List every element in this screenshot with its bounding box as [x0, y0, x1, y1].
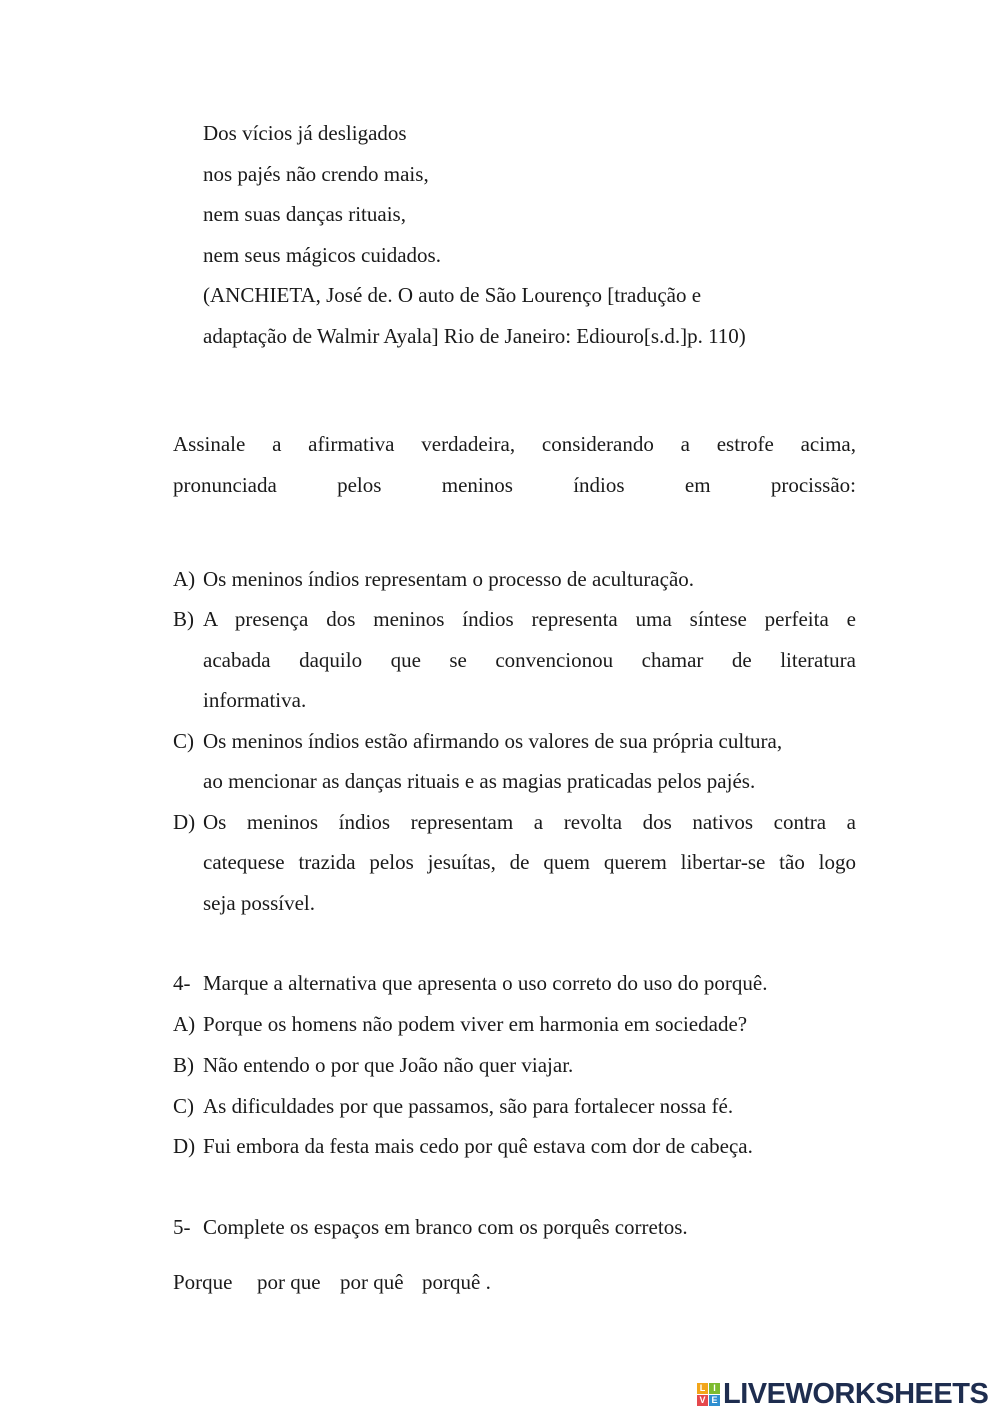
option-label: B)	[173, 607, 194, 631]
option-label: C)	[173, 729, 194, 753]
question4-number: 4-	[173, 971, 191, 995]
poem-line: nem suas danças rituais,	[203, 202, 406, 226]
word-bank-item: por que	[257, 1270, 321, 1294]
option-text: As dificuldades por que passamos, são para fortalecer nossa fé.	[203, 1094, 734, 1118]
option-text: informativa.	[203, 688, 307, 712]
poem-line: nos pajés não crendo mais,	[203, 162, 429, 186]
option-label: A)	[173, 567, 196, 591]
liveworksheets-logo	[697, 1377, 988, 1411]
option-text: Fui embora da festa mais cedo por quê estava com dor de cabeça.	[203, 1134, 753, 1158]
option-text: ao mencionar as danças rituais e as magias praticadas pelos pajés.	[203, 769, 756, 793]
poem-line: Dos vícios já desligados	[203, 121, 407, 145]
question5-number: 5-	[173, 1215, 191, 1239]
logo-mark-letter: V	[697, 1395, 708, 1406]
word-bank-item: por quê	[340, 1270, 404, 1294]
option-label: B)	[173, 1053, 194, 1077]
option-label: D)	[173, 810, 196, 834]
option-text: acabada daquilo que se convencionou chamar de literatura	[203, 648, 856, 672]
logo-mark-letter: E	[709, 1395, 720, 1406]
option-text: Os meninos índios estão afirmando os valores de sua própria cultura,	[203, 729, 783, 753]
question4-prompt: Marque a alternativa que apresenta o uso correto do uso do porquê.	[203, 971, 768, 995]
logo-mark-letter: L	[697, 1383, 708, 1394]
logo-text: LIVEWORKSHEETS	[723, 1377, 989, 1410]
poem-line: nem seus mágicos cuidados.	[203, 243, 441, 267]
question5-prompt: Complete os espaços em branco com os porquês corretos.	[203, 1215, 688, 1239]
word-bank-item: porquê .	[422, 1270, 491, 1294]
logo-mark-icon	[697, 1383, 720, 1406]
poem-citation: (ANCHIETA, José de. O auto de São Lourenço [tradução e	[203, 283, 702, 307]
option-text: seja possível.	[203, 891, 315, 915]
word-bank-item: Porque	[173, 1270, 233, 1294]
logo-mark-letter: I	[709, 1383, 720, 1394]
option-text: A presença dos meninos índios representa uma síntese perfeita e	[203, 607, 856, 631]
option-label: D)	[173, 1134, 196, 1158]
question3-prompt-line: Assinale a afirmativa verdadeira, considerando a estrofe acima,	[173, 432, 856, 456]
option-label: C)	[173, 1094, 194, 1118]
option-text: Os meninos índios representam a revolta dos nativos contra a	[203, 810, 856, 834]
question3-prompt-line: pronunciada pelos meninos índios em procissão:	[173, 473, 856, 497]
option-text: Não entendo o por que João não quer viajar.	[203, 1053, 574, 1077]
option-text: catequese trazida pelos jesuítas, de quem querem libertar-se tão logo	[203, 850, 856, 874]
option-label: A)	[173, 1012, 196, 1036]
option-text: Porque os homens não podem viver em harmonia em sociedade?	[203, 1012, 748, 1036]
option-text: Os meninos índios representam o processo de aculturação.	[203, 567, 695, 591]
poem-citation: adaptação de Walmir Ayala] Rio de Janeiro: Ediouro[s.d.]p. 110)	[203, 324, 746, 348]
